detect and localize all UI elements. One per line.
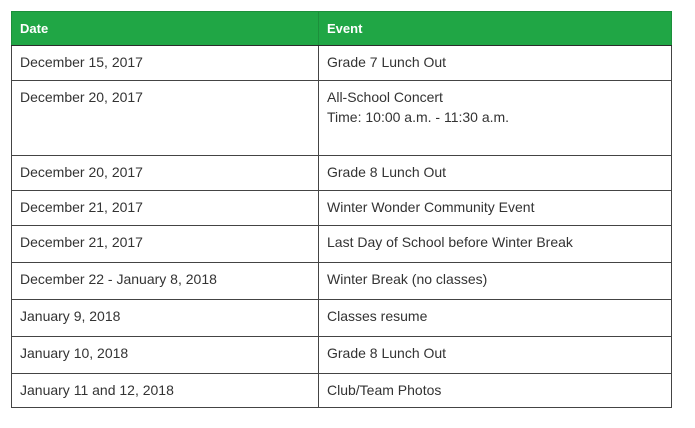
date-cell: December 22 - January 8, 2018	[12, 263, 319, 300]
event-cell	[319, 46, 672, 81]
table-row	[12, 263, 672, 300]
table-row	[12, 191, 672, 226]
date-cell: December 20, 2017	[12, 81, 319, 156]
table-row	[12, 156, 672, 191]
date-cell: January 10, 2018	[12, 337, 319, 374]
column-header-date: Date	[12, 12, 319, 46]
event-cell	[319, 156, 672, 191]
date-cell: December 15, 2017	[12, 46, 319, 81]
event-cell	[319, 300, 672, 337]
event-cell	[319, 81, 672, 156]
event-text: Classes resume	[327, 308, 428, 324]
event-text: Club/Team Photos	[327, 382, 442, 398]
event-cell	[319, 263, 672, 300]
table-header-row	[12, 12, 672, 46]
event-text: All-School Concert	[327, 89, 443, 105]
event-cell	[319, 374, 672, 408]
date-cell: January 11 and 12, 2018	[12, 374, 319, 408]
event-cell	[319, 337, 672, 374]
date-cell: December 20, 2017	[12, 156, 319, 191]
table-row	[12, 46, 672, 81]
table-row	[12, 300, 672, 337]
event-text: Grade 8 Lunch Out	[327, 345, 447, 361]
table-row	[12, 374, 672, 408]
event-cell	[319, 191, 672, 226]
date-cell: December 21, 2017	[12, 191, 319, 226]
table-row	[12, 226, 672, 263]
table-row	[12, 337, 672, 374]
events-table	[11, 11, 672, 408]
event-text: Winter Wonder Community Event	[327, 199, 535, 215]
event-text: Grade 8 Lunch Out	[327, 164, 447, 180]
column-header-event: Event	[319, 12, 672, 46]
date-cell: December 21, 2017	[12, 226, 319, 263]
event-time-text: Time: 10:00 a.m. - 11:30 a.m.	[327, 109, 510, 125]
table-row	[12, 81, 672, 156]
date-cell: January 9, 2018	[12, 300, 319, 337]
event-text: Last Day of School before Winter Break	[327, 234, 573, 250]
event-text: Winter Break (no classes)	[327, 271, 488, 287]
event-text: Grade 7 Lunch Out	[327, 54, 447, 70]
event-cell	[319, 226, 672, 263]
